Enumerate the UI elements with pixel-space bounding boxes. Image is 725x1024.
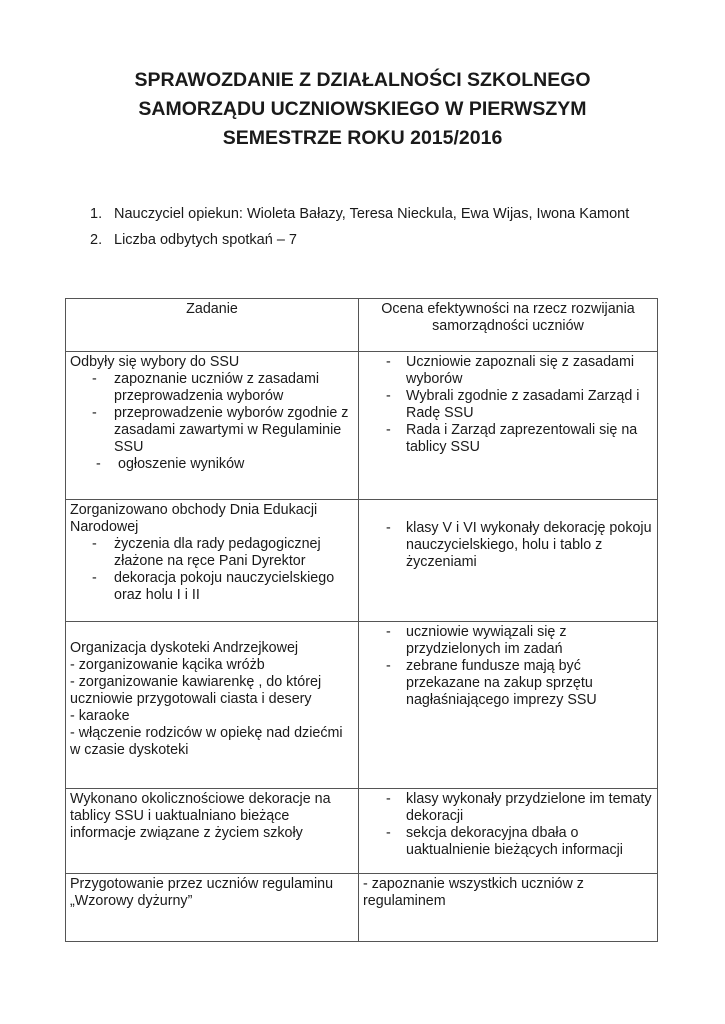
info-item-teachers [90,206,629,222]
task-cell [66,789,359,874]
list-item: - klasy wykonały przydzielone im tematy dekoracji [363,791,653,825]
evaluation-cell [359,622,658,789]
evaluation-list [363,624,653,709]
table-row [66,352,658,500]
task-line: - włączenie rodziców w opiekę nad dziećmi w czasie dyskoteki [70,725,343,758]
list-item: - zapoznanie uczniów z zasadami przeprowadzenia wyborów [70,371,354,405]
list-item: - życzenia dla rady pedagogicznej złażone na ręce Pani Dyrektor [70,536,354,570]
list-item: - przeprowadzenie wyborów zgodnie z zasadami zawartymi w Regulaminie SSU [70,405,354,456]
report-table [65,298,658,942]
task-text: Przygotowanie przez uczniów regulaminu „Wzorowy dyżurny” [70,876,334,909]
list-item: - dekoracja pokoju nauczycielskiego oraz holu I i II [70,570,354,604]
evaluation-cell [359,789,658,874]
task-cell [66,352,359,500]
evaluation-list [363,520,653,571]
table-header-row [66,299,658,352]
header-task: Zadanie [66,299,359,352]
list-item: - klasy V i VI wykonały dekorację pokoju nauczycielskiego, holu i tablo z życzeniami [363,520,653,571]
title-line: SEMESTRZE ROKU 2015/2016 [222,127,503,149]
table-row [66,500,658,622]
task-cell [66,622,359,789]
task-line: - zorganizowanie kawiarenkę , do której uczniowie przygotowali ciasta i desery [70,674,322,707]
task-line: Organizacja dyskoteki Andrzejkowej [70,640,299,656]
title-line: SAMORZĄDU UCZNIOWSKIEGO W PIERWSZYM [138,98,587,120]
info-item-meetings [90,232,297,248]
table-row [66,622,658,789]
list-item: - Rada i Zarząd zaprezentowali się na tablicy SSU [363,422,653,456]
list-item: - zebrane fundusze mają być przekazane na zakup sprzętu nagłaśniającego imprezy SSU [363,658,653,709]
list-item: - Wybrali zgodnie z zasadami Zarząd i Radę SSU [363,388,653,422]
evaluation-cell [359,874,658,942]
task-text: Wykonano okolicznościowe dekoracje na tablicy SSU i uaktualniano bieżące informacje związane z życiem szkoły [70,791,331,841]
list-item: - Uczniowie zapoznali się z zasadami wyborów [363,354,653,388]
list-item: - sekcja dekoracyjna dbała o uaktualnienie bieżących informacji [363,825,653,859]
evaluation-cell [359,352,658,500]
info-number: 2. [90,232,103,248]
evaluation-cell [359,500,658,622]
task-cell [66,500,359,622]
header-evaluation: Ocena efektywności na rzecz rozwijania samorządności uczniów [359,299,658,352]
title-line: SPRAWOZDANIE Z DZIAŁALNOŚCI SZKOLNEGO [134,69,591,91]
evaluation-list [363,354,653,456]
task-line: - karaoke [70,708,130,724]
list-item: - ogłoszenie wyników [70,456,354,473]
task-line: - zorganizowanie kącika wróżb [70,657,265,673]
table-row [66,789,658,874]
info-text: Liczba odbytych spotkań – 7 [114,232,297,248]
task-list [70,536,354,604]
list-item: - uczniowie wywiązali się z przydzielonych im zadań [363,624,653,658]
task-text: Odbyły się wybory do SSU [70,354,240,370]
evaluation-text: - zapoznanie wszystkich uczniów z regulaminem [363,876,584,909]
info-number: 1. [90,206,103,222]
info-text: Nauczyciel opiekun: Wioleta Bałazy, Teresa Nieckula, Ewa Wijas, Iwona Kamont [114,206,630,222]
table-row [66,874,658,942]
task-list [70,371,354,473]
task-cell [66,874,359,942]
evaluation-list [363,791,653,859]
task-text: Zorganizowano obchody Dnia Edukacji Narodowej [70,502,318,535]
document-title [40,66,685,153]
